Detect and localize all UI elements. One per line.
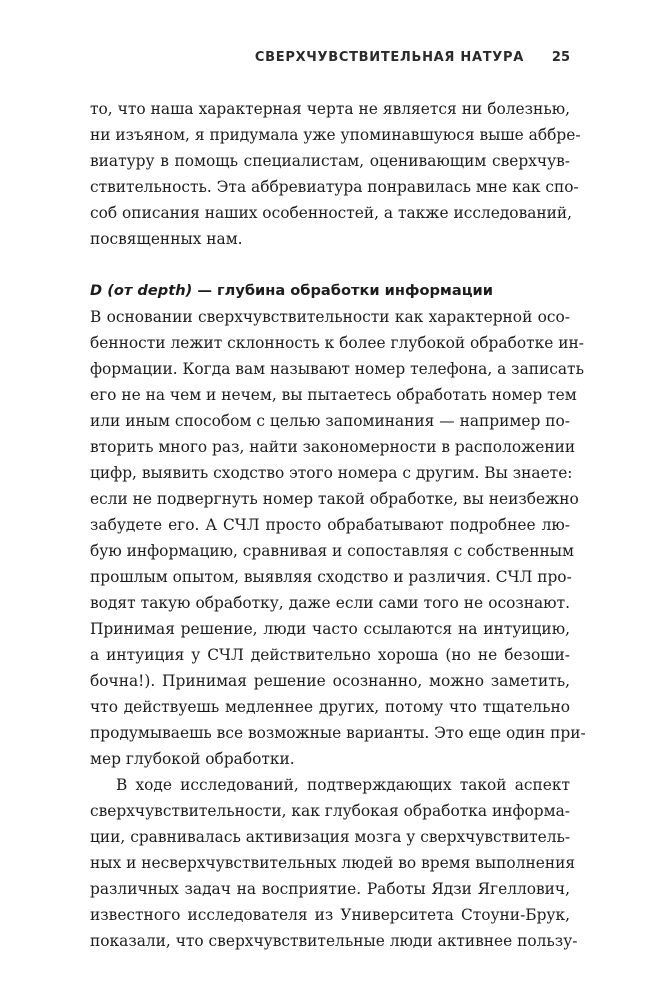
text-line: показали, что сверхчувствительные люди активнее пользу- bbox=[90, 932, 578, 950]
text-line: сверхчувствительности, как глубокая обработка информа- bbox=[90, 802, 570, 820]
text-line: продумываешь все возможные варианты. Это еще один при- bbox=[90, 724, 586, 742]
text-line: водят такую обработку, даже если сами того не осознают. bbox=[90, 594, 570, 612]
text-line: виатуру в помощь специалистам, оценивающим сверхчув- bbox=[90, 152, 570, 170]
text-line: ции, сравнивалась активизация мозга у сверхчувствитель- bbox=[90, 828, 571, 846]
book-page bbox=[90, 0, 586, 1000]
text-line: если не подвергнуть номер такой обработке, вы неизбежно bbox=[90, 490, 579, 508]
text-line: посвященных нам. bbox=[90, 230, 243, 248]
paragraph-3 bbox=[90, 772, 578, 954]
paragraph-1 bbox=[90, 96, 581, 252]
text-line: что действуешь медленнее других, потому что тщательно bbox=[90, 698, 570, 716]
text-line: мер глубокой обработки. bbox=[90, 750, 295, 768]
running-head-title: СВЕРХЧУВСТВИТЕЛЬНАЯ НАТУРА bbox=[254, 50, 524, 65]
page-number: 25 bbox=[551, 50, 570, 65]
text-line: а интуиция у СЧЛ действительно хороша (но не безоши- bbox=[90, 646, 570, 664]
text-line: ствительность. Эта аббревиатура понравилась мне как спо- bbox=[90, 178, 579, 196]
text-line: В основании сверхчувствительности как характерной осо- bbox=[90, 308, 570, 326]
section-heading bbox=[90, 278, 570, 304]
text-line: прошлым опытом, выявляя сходство и различия. СЧЛ про- bbox=[90, 568, 572, 586]
text-line: забудете его. А СЧЛ просто обрабатывают подробнее лю- bbox=[90, 516, 570, 534]
text-line: формации. Когда вам называют номер телефона, а записать bbox=[90, 360, 584, 378]
text-line: ни изъяном, я придумала уже упоминавшуюся выше аббре- bbox=[90, 126, 581, 144]
running-head bbox=[90, 50, 570, 70]
text-line: различных задач на восприятие. Работы Ядзи Ягеллович, bbox=[90, 880, 570, 898]
body-text bbox=[90, 96, 586, 954]
text-line: цифр, выявить сходство этого номера с другим. Вы знаете: bbox=[90, 464, 573, 482]
text-line: соб описания наших особенностей, а также исследований, bbox=[90, 204, 573, 222]
text-line: ных и несверхчувствительных людей во время выполнения bbox=[90, 854, 576, 872]
text-line: бую информацию, сравнивая и сопоставляя с собственным bbox=[90, 542, 574, 560]
paragraph-2 bbox=[90, 304, 586, 772]
section-heading-italic: D (от depth) bbox=[90, 282, 193, 299]
text-line: или иным способом с целью запоминания — например по- bbox=[90, 412, 570, 430]
paragraph-gap bbox=[90, 252, 570, 278]
text-line: Принимая решение, люди часто ссылаются на интуицию, bbox=[90, 620, 570, 638]
text-line: вторить много раз, найти закономерности в расположении bbox=[90, 438, 576, 456]
text-line: В ходе исследований, подтверждающих такой аспект bbox=[116, 776, 570, 794]
text-line: его не на чем и нечем, вы пытаетесь обработать номер тем bbox=[90, 386, 577, 404]
text-line: известного исследователя из Университета Стоуни-Брук, bbox=[90, 906, 570, 924]
section-heading-rest: — глубина обработки информации bbox=[192, 282, 493, 299]
text-line: бочна!). Принимая решение осознанно, можно заметить, bbox=[90, 672, 570, 690]
text-line: то, что наша характерная черта не является ни болезнью, bbox=[90, 100, 570, 118]
text-line: бенности лежит склонность к более глубокой обработке ин- bbox=[90, 334, 584, 352]
